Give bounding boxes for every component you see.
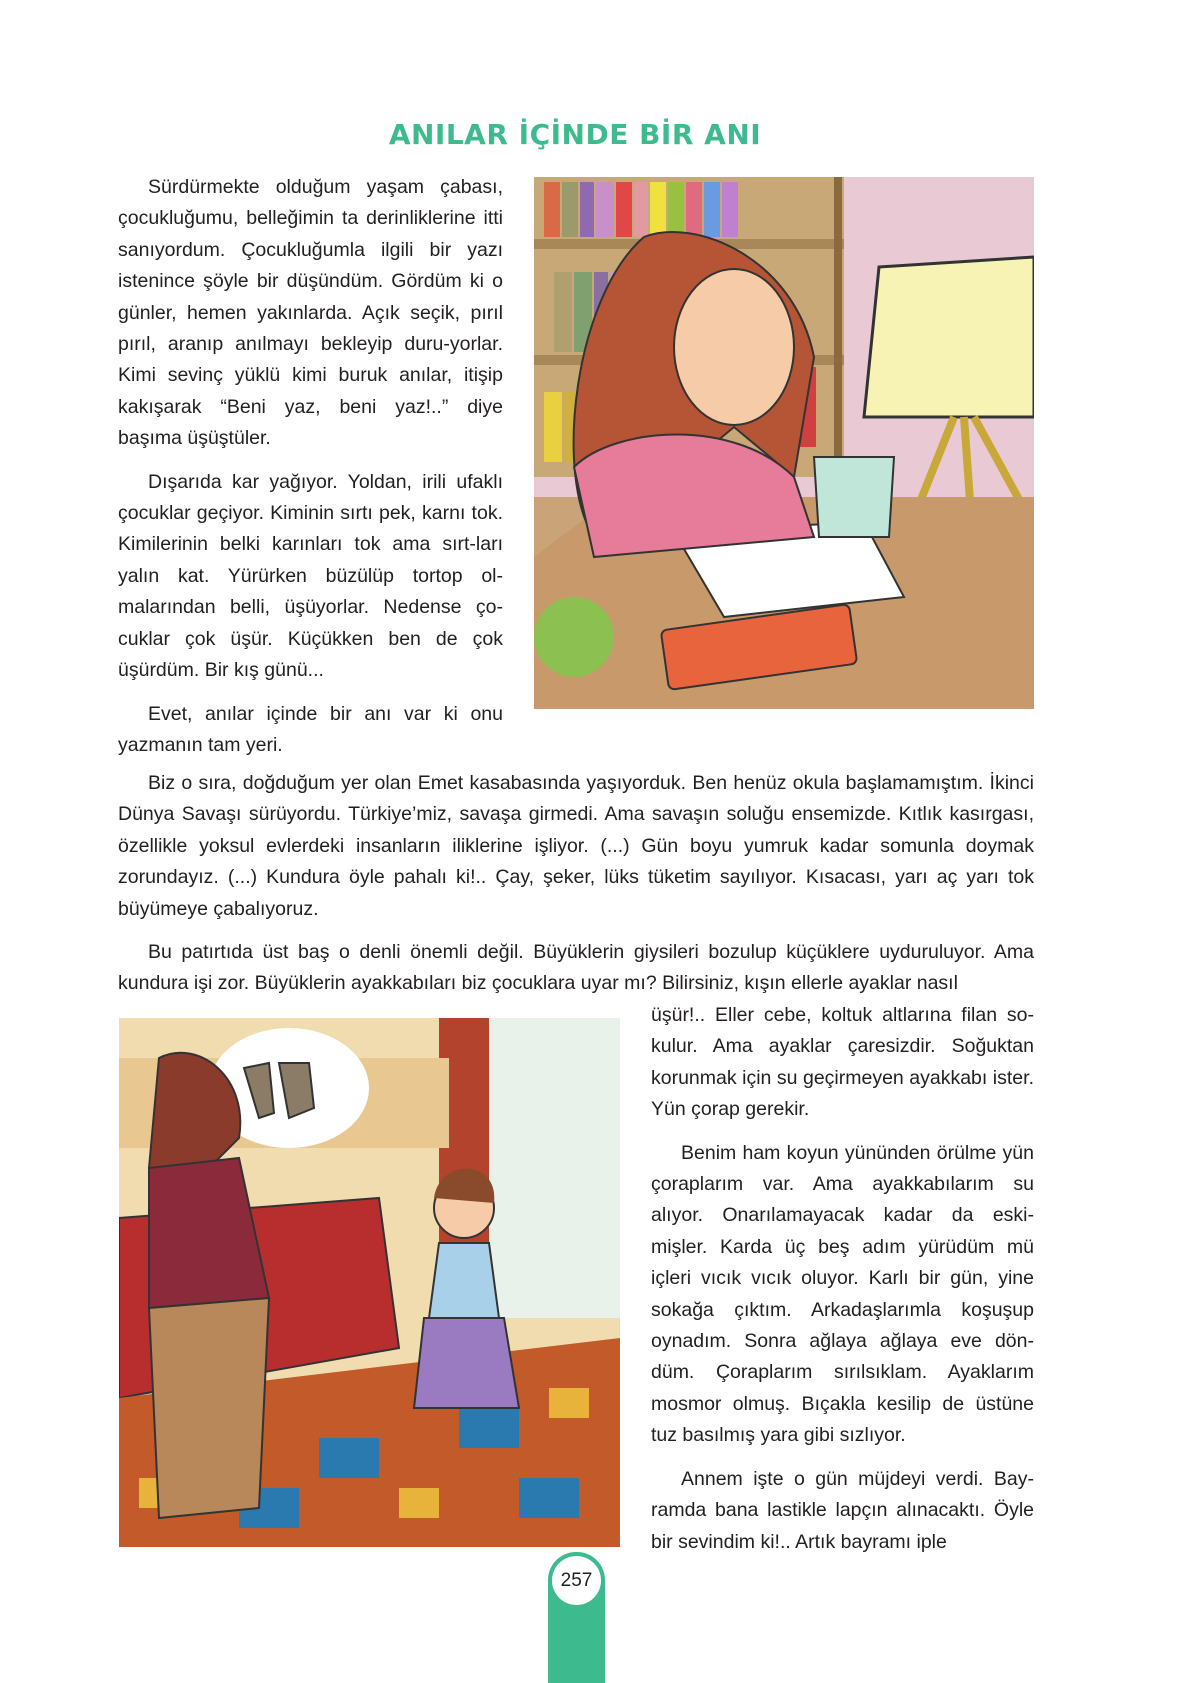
page-title: ANILAR İÇİNDE BİR ANI bbox=[388, 118, 762, 151]
paragraph: Biz o sıra, doğduğum yer olan Emet kasabasında yaşıyorduk. Ben henüz okula başlamamıştım. İkinci Dünya Savaşı sürüyordu. Türkiye’miz, savaşa girmedi. Ama savaşın soluğu ensemizde. Kıtlık kasırgası, özellikle yoksul evlerdeki insanların iliklerine işliyor. (...) Gün boyu yumruk kadar somunla doymak zorundayız. (...) Kundura öyle pahalı ki!.. Çay, şeker, lüks tüketim sayılıyor. Kısacası, yarı aç yarı tok büyümeye çabalıyoruz. bbox=[118, 772, 1034, 920]
paragraph: Benim ham koyun yününden örülme yün çoraplarım var. Ama ayakkabılarım su alıyor. Onarılamayacak kadar da eski-mişler. Karda üç beş adım yürüdüm mü içleri vıcık vıcık oluyor. Karlı bir gün, yine sokağa çıktım. Arkadaşlarımla koşuşup oynadım. Sonra ağlaya ağlaya eve dön-düm. Çoraplarım sırılsıklam. Ayaklarım mosmor olmuş. Bıçakla kesilip de üstüne tuz basılmış yara gibi sızlıyor. bbox=[651, 1141, 1034, 1447]
main-text bbox=[118, 768, 1034, 1012]
paragraph: Annem işte o gün müjdeyi verdi. Bay-ramda bana lastikle lapçın alınacaktı. Öyle bir sevindim ki!.. Artık bayramı iple bbox=[651, 1467, 1034, 1553]
illustration-mother-and-child bbox=[119, 1018, 620, 1547]
paragraph: Sürdürmekte olduğum yaşam çabası, çocukluğumu, belleğimin ta derinliklerine itti sanıyordum. Çocukluğumla ilgili bir yazı istenince şöyle bir düşündüm. Gördüm ki o günler, hemen yakınlarda. Açık seçik, pırıl pırıl, aranıp anılmayı bekleyip duru-yorlar. Kimi sevinç yüklü kimi buruk anılar, itişip kakışarak “Beni yaz, beni yaz!..” diye başıma üşüştüler. bbox=[118, 176, 503, 450]
intro-column bbox=[118, 172, 503, 773]
right-column bbox=[651, 1000, 1034, 1570]
illustration-girl-writing bbox=[534, 177, 1034, 709]
paragraph: Evet, anılar içinde bir anı var ki onu yazmanın tam yeri. bbox=[118, 702, 503, 756]
page-number: 257 bbox=[552, 1556, 601, 1605]
paragraph: Dışarıda kar yağıyor. Yoldan, irili ufaklı çocuklar geçiyor. Kiminin sırtı pek, karnı tok. Kimilerinin belki karınları tok ama sırt-ları yalın kat. Yürürken büzülüp tortop ol-malarından belli, üşüyorlar. Nedense ço-cuklar çok üşür. Küçükken ben de çok üşürdüm. Bir kış günü... bbox=[118, 470, 503, 682]
paragraph: Bu patırtıda üst baş o denli önemli değil. Büyüklerin giysileri bozulup küçüklere uyduruluyor. Ama kundura işi zor. Büyüklerin ayakkabıları biz çocuklara uyar mı? Bilirsiniz, kışın ellerle ayaklar nasıl bbox=[118, 941, 1034, 995]
paragraph: üşür!.. Eller cebe, koltuk altlarına filan so-kulur. Ama ayaklar çaresizdir. Soğuktan korunmak için su geçirmeyen ayakkabı ister. Yün çorap gerekir. bbox=[651, 1004, 1034, 1121]
